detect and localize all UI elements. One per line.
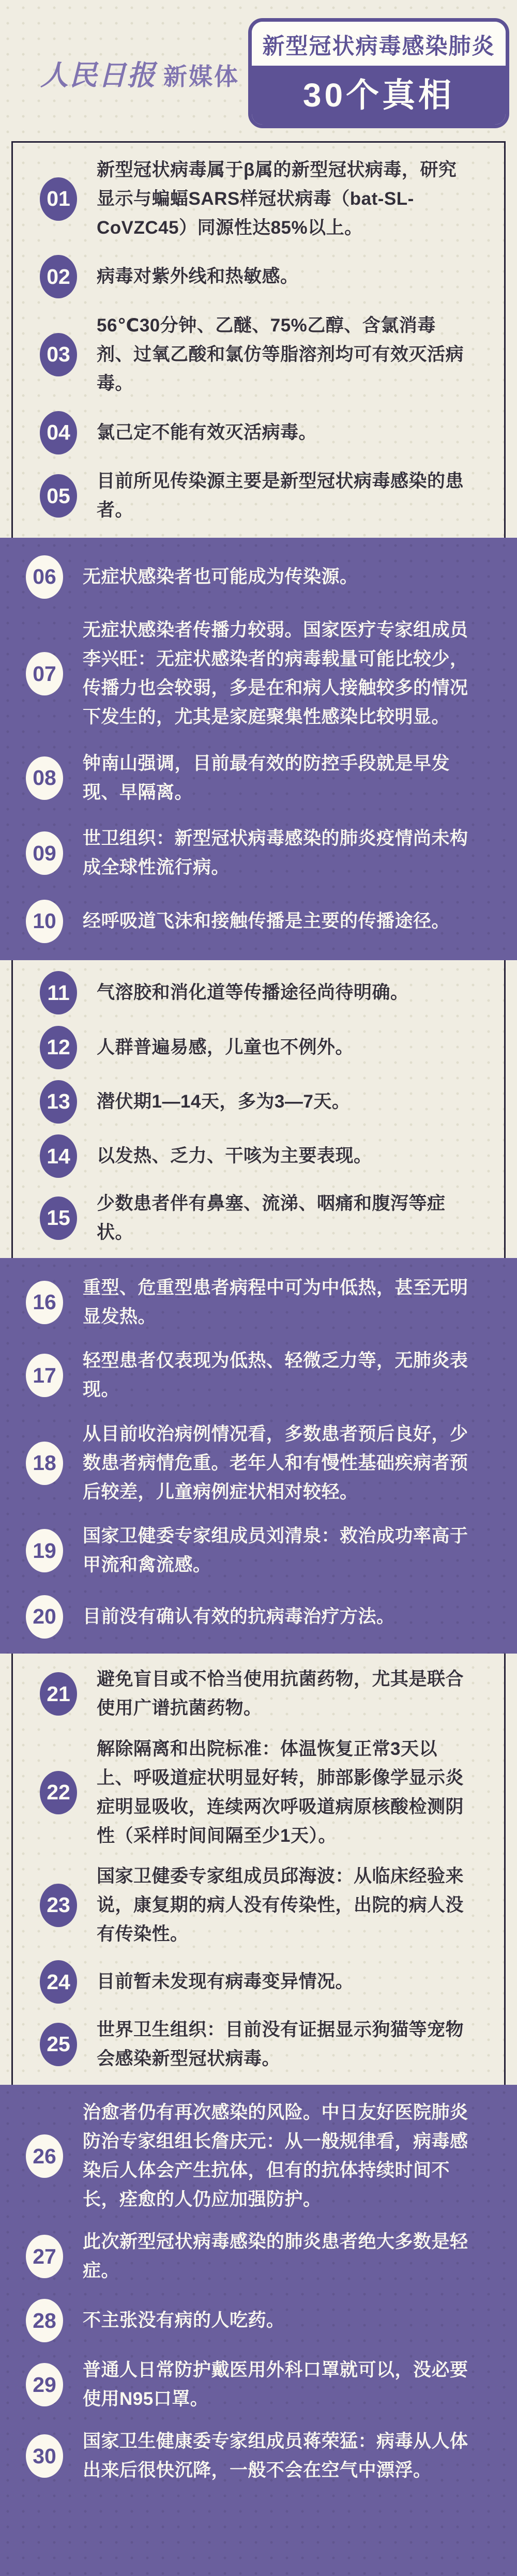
item-text: 世界卫生组织：目前没有证据显示狗猫等宠物会感染新型冠状病毒。 <box>97 2019 464 2069</box>
item-number-badge: 21 <box>40 1672 77 1716</box>
fact-item <box>13 1134 504 1178</box>
item-text: 56℃30分钟、乙醚、75%乙醇、含氯消毒剂、过氧乙酸和氯仿等脂溶剂均可有效灭活病毒。 <box>97 315 464 393</box>
fact-item <box>13 1735 504 1851</box>
fact-item <box>0 824 517 882</box>
item-number-badge: 08 <box>26 756 63 800</box>
section-facts-01-05 <box>11 141 506 538</box>
item-text: 轻型患者仅表现为低热、轻微乏力等，无肺炎表现。 <box>83 1351 468 1400</box>
people-daily-logo <box>40 53 239 93</box>
item-text: 无症状感染者也可能成为传染源。 <box>83 566 358 587</box>
item-number-badge: 26 <box>26 2134 63 2178</box>
item-text: 目前暂未发现有病毒变异情况。 <box>97 1972 354 1992</box>
fact-item <box>13 1862 504 1949</box>
fact-item <box>0 1595 517 1639</box>
item-number-badge: 04 <box>40 411 77 454</box>
title-badge <box>248 18 509 128</box>
fact-item <box>13 156 504 243</box>
item-text: 国家卫健委专家组成员刘清泉：救治成功率高于甲流和禽流感。 <box>83 1526 468 1575</box>
fact-item <box>13 467 504 525</box>
item-text: 普通人日常防护戴医用外科口罩就可以，没必要使用N95口罩。 <box>83 2360 468 2409</box>
item-text: 少数患者伴有鼻塞、流涕、咽痛和腹泻等症状。 <box>97 1193 446 1242</box>
page-subtitle: 30个真相 <box>252 66 506 125</box>
fact-item <box>0 1346 517 1404</box>
item-text: 不主张没有病的人吃药。 <box>83 2310 285 2330</box>
item-text: 从目前收治病例情况看，多数患者预后良好，少数患者病情危重。老年人和有慢性基础疾病者预后较差，儿童病例症状相对较轻。 <box>83 1423 468 1502</box>
item-number-badge: 03 <box>40 333 77 376</box>
fact-item <box>13 1960 504 2004</box>
item-number-badge: 06 <box>26 555 63 599</box>
fact-item <box>0 2356 517 2414</box>
logo-calligraphy-text: 人民日报 <box>40 58 156 92</box>
fact-item <box>13 1080 504 1124</box>
fact-item <box>13 1189 504 1247</box>
item-text: 潜伏期1—14天，多为3—7天。 <box>97 1091 351 1112</box>
item-text: 病毒对紫外线和热敏感。 <box>97 266 299 287</box>
fact-item <box>0 2299 517 2342</box>
item-number-badge: 23 <box>40 1884 77 1927</box>
section-facts-11-15 <box>11 960 506 1258</box>
fact-item <box>13 311 504 398</box>
page-title: 新型冠状病毒感染肺炎 <box>252 22 506 66</box>
section-facts-21-25 <box>11 1654 506 2085</box>
item-text: 世卫组织：新型冠状病毒感染的肺炎疫情尚未构成全球性流行病。 <box>83 828 468 877</box>
item-text: 目前所见传染源主要是新型冠状病毒感染的患者。 <box>97 471 464 521</box>
logo-suffix-text: 新媒体 <box>163 63 239 90</box>
item-text: 氯己定不能有效灭活病毒。 <box>97 422 317 443</box>
item-number-badge: 14 <box>40 1134 77 1178</box>
item-text: 气溶胶和消化道等传播途径尚待明确。 <box>97 982 409 1003</box>
fact-item <box>0 1274 517 1331</box>
item-text: 新型冠状病毒属于β属的新型冠状病毒，研究显示与蝙蝠SARS样冠状病毒（bat-SL-CoVZC45）同源性达85%以上。 <box>97 159 457 238</box>
item-number-badge: 17 <box>26 1354 63 1397</box>
item-text: 解除隔离和出院标准：体温恢复正常3天以上、呼吸道症状明显好转，肺部影像学显示炎症明显吸收，连续两次呼吸道病原核酸检测阴性（采样时间间隔至少1天）。 <box>97 1738 464 1846</box>
fact-item <box>13 971 504 1014</box>
item-number-badge: 07 <box>26 652 63 695</box>
item-text: 钟南山强调，目前最有效的防控手段就是早发现、早隔离。 <box>83 753 450 802</box>
fact-item <box>0 1420 517 1507</box>
item-text: 国家卫健委专家组成员邱海波：从临床经验来说，康复期的病人没有传染性，出院的病人没有传染性。 <box>97 1866 464 1944</box>
item-number-badge: 13 <box>40 1080 77 1124</box>
item-number-badge: 24 <box>40 1960 77 2004</box>
item-text: 人群普遍易感，儿童也不例外。 <box>97 1037 354 1057</box>
item-number-badge: 29 <box>26 2363 63 2406</box>
item-number-badge: 20 <box>26 1595 63 1639</box>
fact-item <box>13 255 504 298</box>
item-number-badge: 15 <box>40 1196 77 1240</box>
item-number-badge: 01 <box>40 177 77 221</box>
item-text: 无症状感染者传播力较弱。国家医疗专家组成员李兴旺：无症状感染者的病毒载量可能比较少，传播力也会较弱，多是在和病人接触较多的情况下发生的，尤其是家庭聚集性感染比较明显。 <box>83 620 468 727</box>
header <box>0 0 517 141</box>
fact-item <box>13 411 504 454</box>
item-number-badge: 05 <box>40 474 77 518</box>
item-number-badge: 25 <box>40 2023 77 2066</box>
item-text: 经呼吸道飞沫和接触传播是主要的传播途径。 <box>83 911 450 931</box>
item-text: 治愈者仍有再次感染的风险。中日友好医院肺炎防治专家组组长詹庆元：从一般规律看，病毒感染后人体会产生抗体，但有的抗体持续时间不长，痊愈的人仍应加强防护。 <box>83 2102 468 2209</box>
section-facts-26-30 <box>0 2085 517 2576</box>
item-number-badge: 10 <box>26 900 63 943</box>
item-text: 国家卫生健康委专家组成员蒋荣猛：病毒从人体出来后很快沉降，一般不会在空气中漂浮。 <box>83 2431 468 2480</box>
fact-item <box>0 749 517 807</box>
item-text: 以发热、乏力、干咳为主要表现。 <box>97 1146 372 1166</box>
fact-item <box>0 900 517 943</box>
item-number-badge: 30 <box>26 2434 63 2478</box>
section-facts-06-10 <box>0 538 517 960</box>
item-number-badge: 19 <box>26 1529 63 1572</box>
fact-item <box>0 555 517 599</box>
item-number-badge: 18 <box>26 1442 63 1485</box>
item-number-badge: 09 <box>26 831 63 875</box>
item-text: 目前没有确认有效的抗病毒治疗方法。 <box>83 1606 395 1627</box>
fact-item <box>0 1522 517 1580</box>
fact-item <box>0 2427 517 2485</box>
item-number-badge: 16 <box>26 1281 63 1324</box>
fact-item <box>0 616 517 732</box>
item-number-badge: 02 <box>40 255 77 298</box>
facts-list <box>0 141 517 2576</box>
item-number-badge: 11 <box>40 971 77 1014</box>
fact-item <box>0 2228 517 2285</box>
section-facts-16-20 <box>0 1258 517 1654</box>
fact-item <box>13 1665 504 1723</box>
item-number-badge: 28 <box>26 2299 63 2342</box>
fact-item <box>13 2016 504 2073</box>
fact-item <box>13 1026 504 1069</box>
item-number-badge: 27 <box>26 2235 63 2278</box>
item-number-badge: 12 <box>40 1026 77 1069</box>
item-text: 重型、危重型患者病程中可为中低热，甚至无明显发热。 <box>83 1277 468 1327</box>
item-text: 避免盲目或不恰当使用抗菌药物，尤其是联合使用广谱抗菌药物。 <box>97 1669 464 1719</box>
item-text: 此次新型冠状病毒感染的肺炎患者绝大多数是轻症。 <box>83 2232 468 2281</box>
item-number-badge: 22 <box>40 1771 77 1814</box>
fact-item <box>0 2098 517 2214</box>
